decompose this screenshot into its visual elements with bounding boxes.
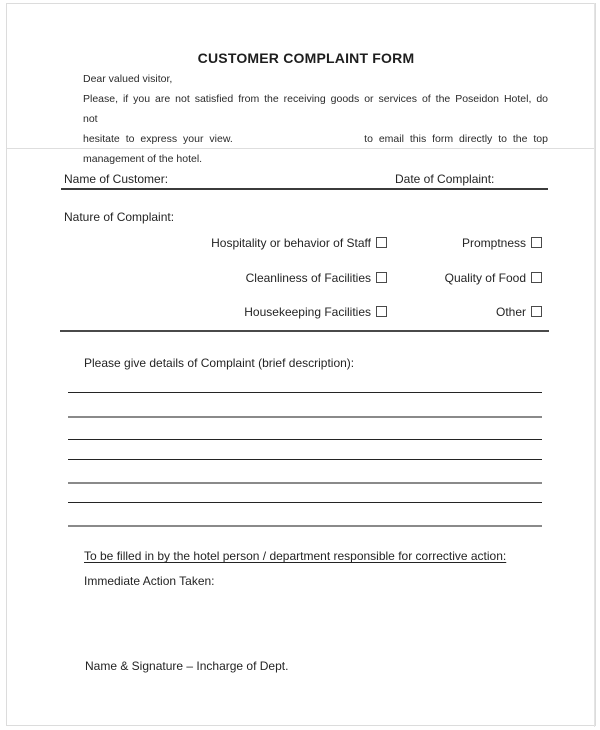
details-prompt-label: Please give details of Complaint (brief description): [84, 356, 355, 370]
intro-line-3-left: hesitate to express your view. [83, 133, 233, 145]
nature-section-divider-line [60, 330, 549, 332]
details-writing-line [68, 459, 542, 460]
details-writing-line [68, 502, 542, 503]
intro-paragraph [83, 69, 548, 169]
form-title: CUSTOMER COMPLAINT FORM [197, 50, 415, 66]
hospitality-checkbox[interactable] [376, 237, 387, 248]
details-writing-line [68, 439, 542, 440]
nature-option-row [0, 271, 600, 286]
other-checkbox[interactable] [531, 306, 542, 317]
housekeeping-option-label: Housekeeping Facilities [244, 305, 371, 319]
other-option-label: Other [495, 305, 526, 319]
housekeeping-checkbox[interactable] [376, 306, 387, 317]
header-divider-line [61, 188, 548, 190]
corrective-action-heading: To be filled in by the hotel person / department responsible for corrective action: [84, 549, 507, 563]
promptness-checkbox[interactable] [531, 237, 542, 248]
immediate-action-label: Immediate Action Taken: [84, 574, 215, 588]
cleanliness-checkbox[interactable] [376, 272, 387, 283]
page-scan-border-right [594, 3, 595, 727]
complaint-date-label: Date of Complaint: [395, 172, 495, 186]
details-writing-line [68, 525, 542, 527]
quality-of-food-checkbox[interactable] [531, 272, 542, 283]
hospitality-option-label: Hospitality or behavior of Staff [211, 236, 371, 250]
customer-name-label: Name of Customer: [64, 172, 169, 186]
intro-line-3-right: to email this form directly to the top [364, 133, 548, 145]
intro-salutation: Dear valued visitor, [83, 73, 173, 85]
name-signature-label: Name & Signature – Incharge of Dept. [85, 659, 289, 673]
nature-option-row [0, 305, 600, 320]
quality-of-food-option-label: Quality of Food [444, 271, 526, 285]
promptness-option-label: Promptness [461, 236, 526, 250]
section-divider-faint [7, 148, 594, 149]
nature-option-row [0, 236, 600, 251]
intro-line-4: management of the hotel. [83, 153, 203, 165]
cleanliness-option-label: Cleanliness of Facilities [245, 271, 371, 285]
intro-line-3 [83, 129, 548, 149]
details-writing-line [68, 416, 542, 418]
details-writing-line [68, 482, 542, 484]
nature-of-complaint-label: Nature of Complaint: [64, 210, 175, 224]
intro-line-2: Please, if you are not satisfied from the receiving goods or services of the Poseidon Hotel, do not [83, 93, 548, 125]
details-writing-line [68, 392, 542, 393]
